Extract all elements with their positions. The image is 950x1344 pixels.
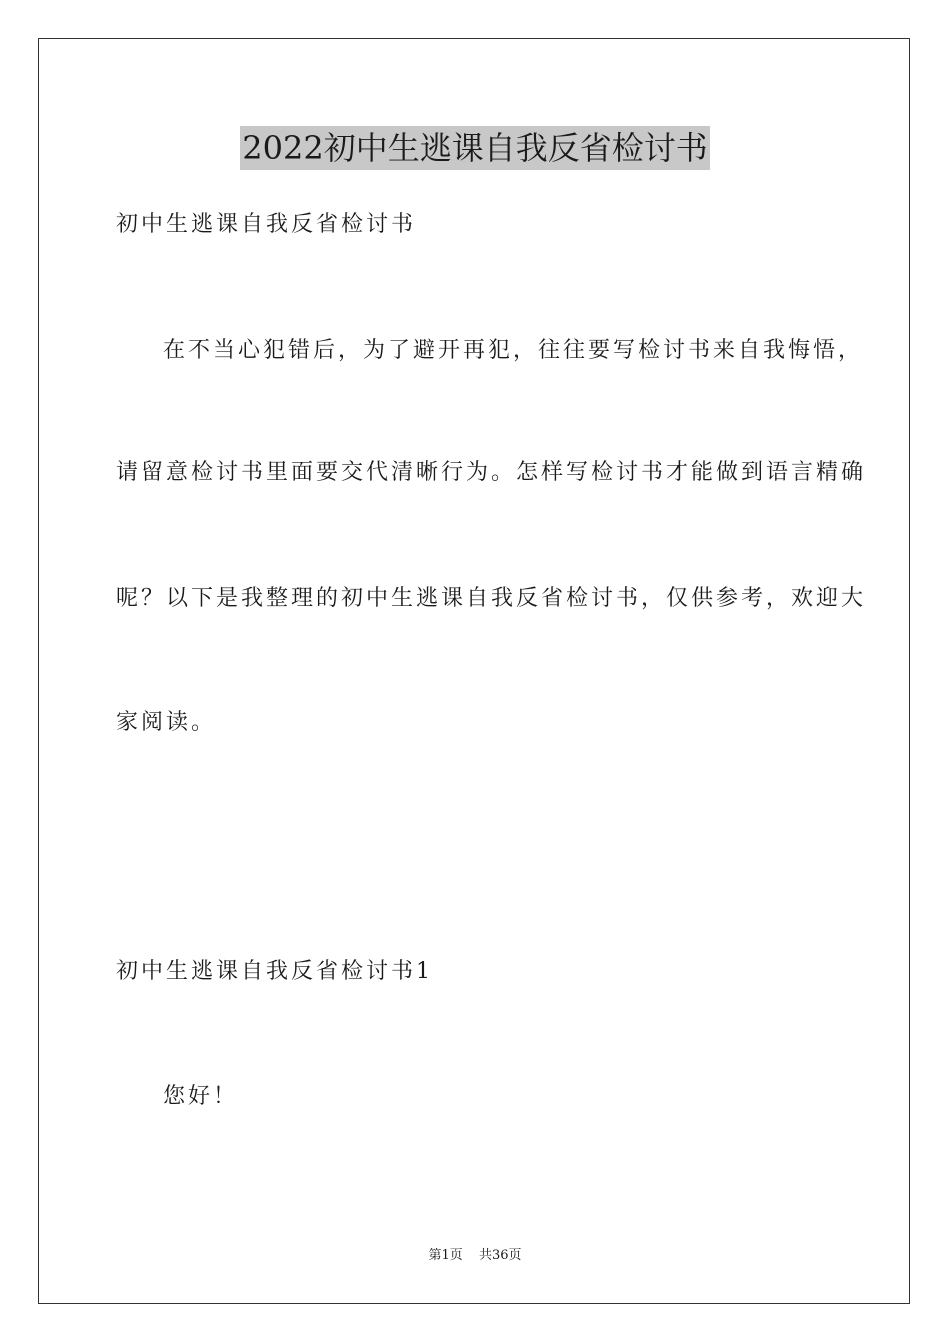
- intro-line-1: 在不当心犯错后，为了避开再犯，往往要写检讨书来自我悔悟，: [163, 338, 864, 363]
- document-subtitle: 初中生逃课自我反省检讨书: [116, 212, 417, 237]
- greeting: 您好！: [163, 1084, 239, 1109]
- intro-line-2: 请留意检讨书里面要交代清晰行为。怎样写检讨书才能做到语言精确: [116, 460, 867, 485]
- page-number: 第1页: [428, 1248, 463, 1263]
- page-footer: [0, 1247, 950, 1265]
- intro-line-4: 家阅读。: [116, 710, 217, 735]
- title-container: [0, 126, 950, 170]
- section-heading: 初中生逃课自我反省检讨书1: [116, 959, 433, 984]
- page-total: 共36页: [478, 1248, 522, 1263]
- document-title: 2022初中生逃课自我反省检讨书: [240, 126, 709, 170]
- intro-line-3: 呢？以下是我整理的初中生逃课自我反省检讨书，仅供参考，欢迎大: [116, 586, 867, 611]
